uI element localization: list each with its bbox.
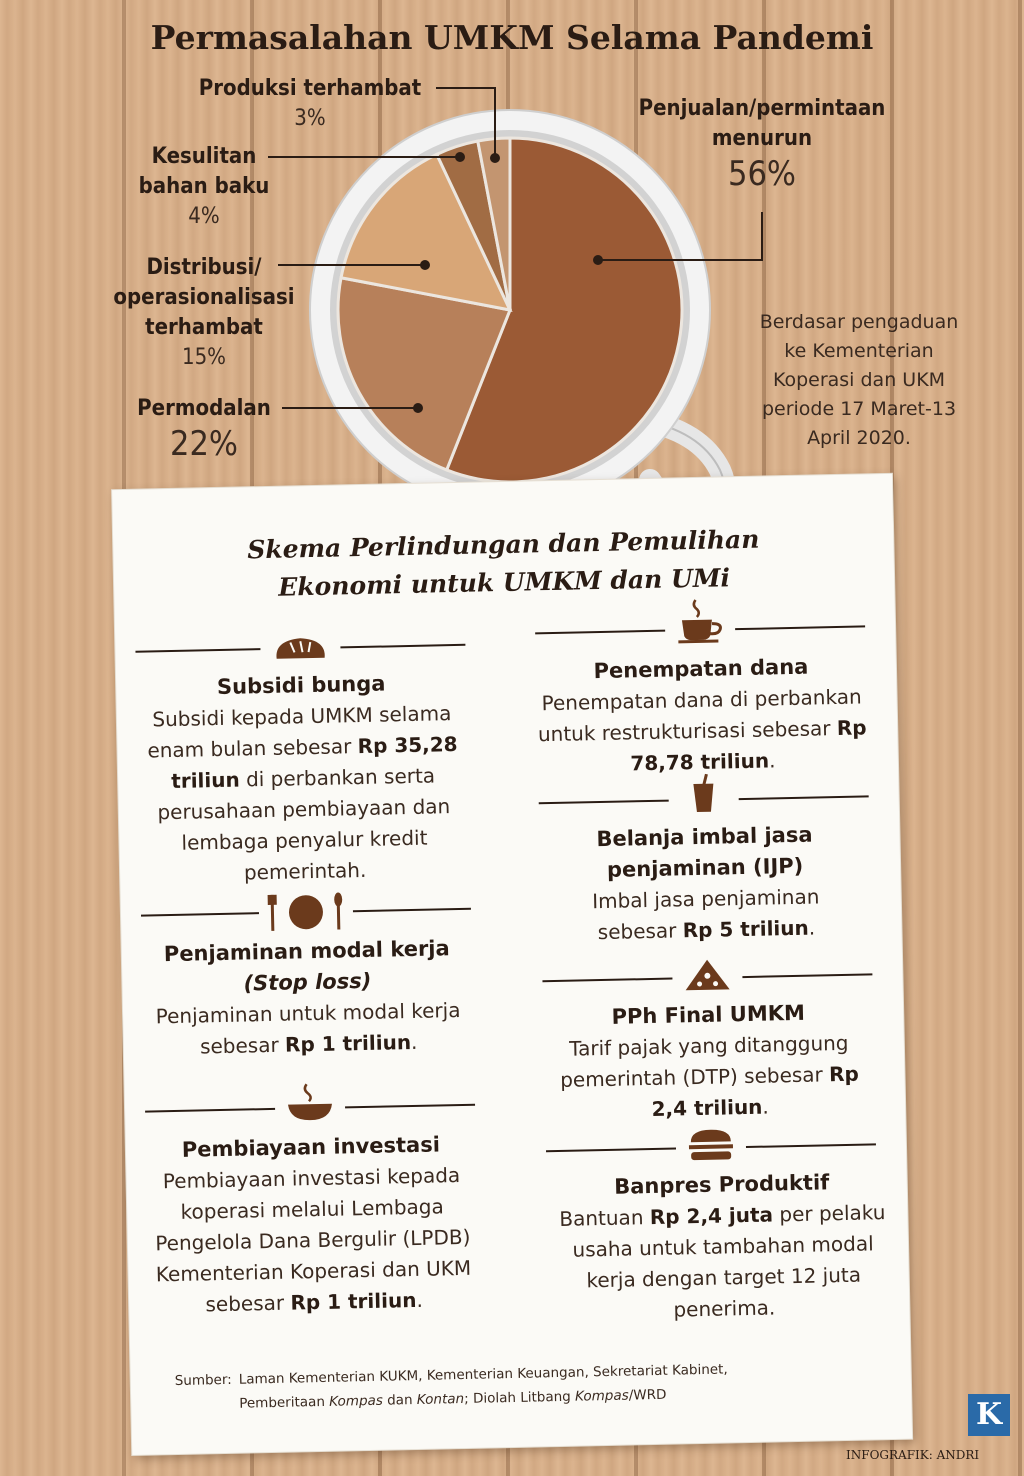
penempatan-text1: Penempatan dana di perbankan untuk restrukturisasi sebesar <box>537 684 862 747</box>
source-kompas: Kompas <box>329 1392 384 1410</box>
label-distribusi-pct: 15% <box>182 345 226 370</box>
label-kesulitan-name1: Kesulitan <box>151 144 257 169</box>
label-penjualan-name1: Penjualan/permintaan <box>638 96 886 121</box>
label-penjualan-pct: 56% <box>728 154 796 194</box>
belanja-text2: . <box>808 915 816 940</box>
source-dan: dan <box>382 1391 418 1409</box>
penjaminan-text2: . <box>410 1029 418 1055</box>
item-penjaminan <box>142 933 475 1064</box>
pph-amount: Rp 2,4 triliun <box>651 1061 860 1122</box>
divider-pizza <box>542 960 873 995</box>
banpres-amount: Rp 2,4 juta <box>649 1202 774 1230</box>
subsidi-text1: Subsidi kepada UMKM selama enam bulan sebesar <box>147 701 452 763</box>
label-distribusi-name3: terhambat <box>145 315 263 340</box>
source-line1: Laman Kementerian KUKM, Kementerian Keuangan, Sekretariat Kabinet, <box>238 1361 728 1388</box>
burger-icon <box>681 1127 742 1162</box>
belanja-amount: Rp 5 triliun <box>682 915 809 943</box>
bowl-icon <box>279 1080 340 1123</box>
plate-cutlery-icon <box>259 889 354 935</box>
divider-glass <box>538 782 869 817</box>
pembiayaan-text2: . <box>416 1287 424 1312</box>
label-distribusi <box>104 253 304 373</box>
scheme-title <box>113 518 894 610</box>
subsidi-body <box>137 698 471 891</box>
penjaminan-amount: Rp 1 triliun <box>284 1030 412 1057</box>
divider-bowl <box>145 1091 476 1126</box>
belanja-body <box>550 881 861 949</box>
pph-body <box>554 1028 866 1127</box>
infographic-credit: INFOGRAFIK: ANDRI <box>846 1448 980 1462</box>
subsidi-amount: Rp 35,28 triliun <box>171 731 458 793</box>
source-l2b: ; Diolah Litbang <box>463 1388 576 1407</box>
divider-coffee <box>535 612 866 647</box>
pizza-slice-icon <box>677 957 738 992</box>
divider-burger <box>546 1130 877 1165</box>
penjaminan-stoploss: (Stop loss) <box>243 968 372 996</box>
item-pph <box>553 997 866 1127</box>
glass-icon <box>673 773 734 814</box>
label-permodalan <box>124 394 284 464</box>
item-belanja <box>549 819 862 949</box>
subsidi-title: Subsidi bunga <box>216 671 386 700</box>
bread-icon <box>270 634 331 663</box>
label-kesulitan <box>134 142 274 232</box>
data-note: Berdasar pengaduan ke Kementerian Koperasi dan UKM periode 17 Maret-13 April 2020. <box>759 311 959 449</box>
source-l2c: /WRD <box>628 1386 667 1404</box>
penempatan-title: Penempatan dana <box>593 654 809 684</box>
kompas-logo: K <box>968 1394 1010 1436</box>
source-note <box>174 1356 775 1412</box>
source-kontan: Kontan <box>416 1390 465 1408</box>
penjaminan-text1: Penjaminan untuk modal kerja sebesar <box>155 997 461 1059</box>
item-pembiayaan <box>146 1129 480 1322</box>
pph-text1: Tarif pajak yang ditanggung pemerintah (DTP) sebesar <box>559 1030 849 1092</box>
scheme-card <box>112 474 912 1455</box>
item-penempatan <box>536 650 869 781</box>
pembiayaan-body <box>146 1160 479 1322</box>
scheme-title-line2: Ekonomi untuk UMKM dan UMi <box>277 563 731 602</box>
label-distribusi-name1: Distribusi/ <box>146 255 262 280</box>
penjaminan-title: Penjaminan modal kerja <box>163 936 450 967</box>
penempatan-body <box>536 681 868 781</box>
label-produksi <box>192 74 428 134</box>
banpres-text1: Bantuan <box>559 1205 651 1231</box>
source-kompas2: Kompas <box>574 1387 629 1405</box>
pph-text2: . <box>762 1094 769 1119</box>
label-penjualan <box>620 94 904 194</box>
scheme-title-line1: Skema Perlindungan dan Pemulihan <box>246 524 760 565</box>
source-l2a: Pemberitaan <box>239 1393 330 1412</box>
label-penjualan-name2: menurun <box>711 126 813 151</box>
label-permodalan-name: Permodalan <box>137 396 271 421</box>
label-produksi-name: Produksi terhambat <box>198 76 422 101</box>
penempatan-amount: Rp 78,78 triliun <box>630 715 867 776</box>
pembiayaan-title: Pembiayaan investasi <box>181 1132 441 1162</box>
label-produksi-pct: 3% <box>294 106 326 131</box>
source-label: Sumber: <box>174 1371 232 1390</box>
label-kesulitan-name2: bahan baku <box>138 174 270 199</box>
subsidi-text2: di perbankan serta perusahaan pembiayaan dan lembaga penyalur kredit pemerintah. <box>157 763 451 885</box>
source-text <box>238 1356 799 1416</box>
label-permodalan-pct: 22% <box>170 424 238 464</box>
belanja-title: Belanja imbal jasa penjaminan (IJP) <box>596 822 813 882</box>
item-banpres <box>556 1166 889 1328</box>
belanja-text1: Imbal jasa penjaminan sebesar <box>591 884 820 945</box>
pph-title: PPh Final UMKM <box>611 1000 806 1029</box>
item-subsidi <box>136 667 470 891</box>
banpres-text2: per pelaku usaha untuk tambahan modal kerja dengan target 12 juta penerima. <box>572 1200 886 1322</box>
penjaminan-body <box>143 995 474 1064</box>
penempatan-text2: . <box>768 748 776 773</box>
divider-plate <box>141 895 472 930</box>
banpres-title: Banpres Produktif <box>613 1170 830 1199</box>
pembiayaan-amount: Rp 1 triliun <box>290 1287 417 1315</box>
coffee-cup-icon <box>669 597 730 644</box>
label-kesulitan-pct: 4% <box>188 204 220 229</box>
label-distribusi-name2: operasionalisasi <box>113 285 295 310</box>
pembiayaan-text1: Pembiayaan investasi kepada koperasi melalui Lembaga Pengelola Dana Bergulir (LPDB) Kementerian Koperasi dan UKM sebesar <box>155 1163 472 1317</box>
chart-title: Permasalahan UMKM Selama Pandemi <box>150 18 874 57</box>
divider-bread <box>135 631 466 666</box>
banpres-body <box>557 1197 890 1328</box>
